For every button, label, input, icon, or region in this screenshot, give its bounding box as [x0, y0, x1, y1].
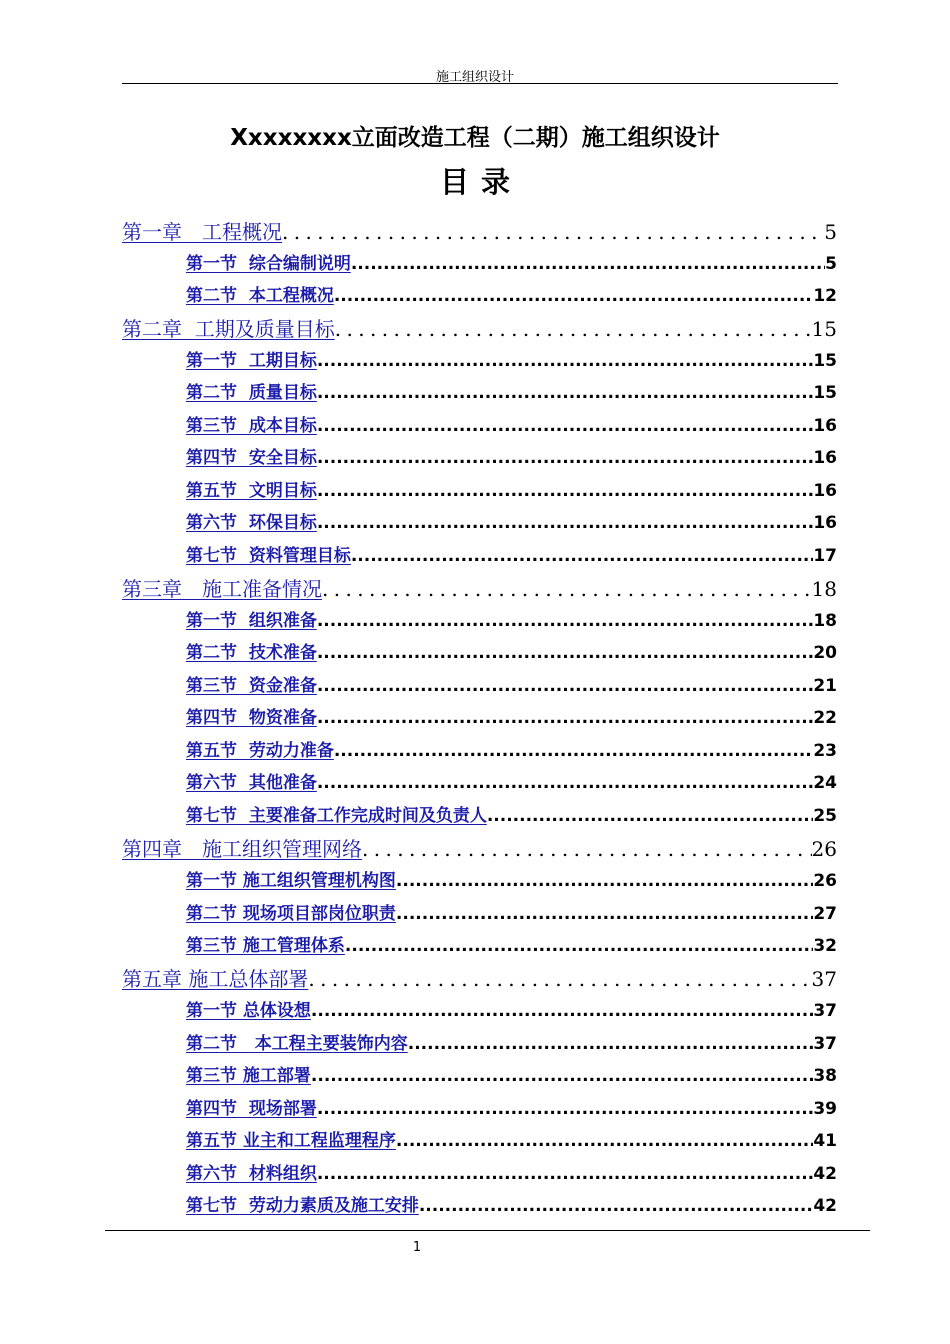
- toc-dot-leader: [317, 513, 813, 533]
- toc-dot-leader: [317, 643, 813, 663]
- toc-page-number: 27: [813, 904, 837, 924]
- toc-page-number: 23: [813, 741, 837, 761]
- toc-entry-link[interactable]: 第六节 其他准备: [186, 773, 317, 793]
- toc-dot-leader: [396, 904, 813, 924]
- toc-entry-link[interactable]: 第六节 环保目标: [186, 513, 317, 533]
- toc-dot-leader: [334, 286, 813, 306]
- toc-dot-leader: [317, 676, 813, 696]
- toc-section-entry[interactable]: [186, 1094, 837, 1122]
- toc-dot-leader: [362, 837, 812, 861]
- toc-section-entry[interactable]: [186, 1191, 837, 1219]
- toc-entry-link[interactable]: 第四节 物资准备: [186, 708, 317, 728]
- toc-chapter-entry[interactable]: [122, 833, 837, 863]
- toc-entry-link[interactable]: 第一节 总体设想: [186, 1001, 311, 1021]
- toc-dot-leader: [317, 416, 813, 436]
- toc-dot-leader: [335, 317, 812, 341]
- toc-section-entry[interactable]: [186, 703, 837, 731]
- toc-page-number: 16: [813, 481, 837, 501]
- toc-entry-link[interactable]: 第五节 文明目标: [186, 481, 317, 501]
- footer-divider: [105, 1230, 870, 1231]
- toc-entry-link[interactable]: 第五节 业主和工程监理程序: [186, 1131, 396, 1151]
- toc-entry-link[interactable]: 第三节 资金准备: [186, 676, 317, 696]
- toc-entry-link[interactable]: 第三节 施工部署: [186, 1066, 311, 1086]
- toc-page-number: 5: [824, 220, 837, 244]
- toc-dot-leader: [345, 936, 813, 956]
- toc-page-number: 25: [813, 806, 837, 826]
- toc-entry-link[interactable]: 第四章 施工组织管理网络: [122, 837, 362, 861]
- toc-page-number: 22: [813, 708, 837, 728]
- toc-entry-link[interactable]: 第三节 施工管理体系: [186, 936, 345, 956]
- toc-page-number: 16: [813, 513, 837, 533]
- toc-section-entry[interactable]: [186, 801, 837, 829]
- toc-section-entry[interactable]: [186, 931, 837, 959]
- toc-page-number: 38: [813, 1066, 837, 1086]
- toc-section-entry[interactable]: [186, 866, 837, 894]
- toc-section-entry[interactable]: [186, 476, 837, 504]
- toc-dot-leader: [317, 611, 813, 631]
- toc-entry-link[interactable]: 第五章 施工总体部署: [122, 967, 309, 991]
- toc-section-entry[interactable]: [186, 638, 837, 666]
- toc-dot-leader: [396, 871, 813, 891]
- toc-dot-leader: [419, 1196, 813, 1216]
- toc-page-number: 32: [813, 936, 837, 956]
- page-number-text: 1: [412, 1240, 422, 1255]
- toc-page-number: 15: [813, 383, 837, 403]
- toc-dot-leader: [317, 383, 813, 403]
- toc-entry-link[interactable]: 第一节 组织准备: [186, 611, 317, 631]
- toc-entry-link[interactable]: 第二节 质量目标: [186, 383, 317, 403]
- toc-dot-leader: [408, 1034, 814, 1054]
- toc-page-number: 15: [811, 317, 837, 341]
- toc-entry-link[interactable]: 第二章 工期及质量目标: [122, 317, 335, 341]
- toc-section-entry[interactable]: [186, 249, 837, 277]
- toc-dot-leader: [334, 741, 813, 761]
- toc-page-number: 37: [813, 1001, 837, 1021]
- document-title: Xxxxxxxx立面改造工程（二期）施工组织设计: [230, 125, 720, 151]
- toc-page-number: 21: [813, 676, 837, 696]
- toc-section-entry[interactable]: [186, 411, 837, 439]
- toc-entry-link[interactable]: 第七节 主要准备工作完成时间及负责人: [186, 806, 487, 826]
- toc-page-number: 26: [813, 871, 837, 891]
- toc-entry-link[interactable]: 第七节 劳动力素质及施工安排: [186, 1196, 419, 1216]
- toc-dot-leader: [317, 708, 813, 728]
- toc-entry-link[interactable]: 第一节 综合编制说明: [186, 254, 351, 274]
- toc-page-number: 12: [813, 286, 837, 306]
- toc-page-number: 15: [813, 351, 837, 371]
- toc-dot-leader: [317, 1164, 813, 1184]
- toc-chapter-entry[interactable]: [122, 963, 837, 993]
- toc-page-number: 26: [811, 837, 837, 861]
- toc-page-number: 42: [813, 1196, 837, 1216]
- toc-section-entry[interactable]: [186, 768, 837, 796]
- toc-heading: 目录: [439, 165, 522, 199]
- toc-section-entry[interactable]: [186, 1159, 837, 1187]
- toc-entry-link[interactable]: 第三章 施工准备情况: [122, 577, 322, 601]
- toc-dot-leader: [308, 967, 811, 991]
- toc-section-entry[interactable]: [186, 281, 837, 309]
- toc-dot-leader: [317, 481, 813, 501]
- toc-section-entry[interactable]: [186, 1061, 837, 1089]
- toc-section-entry[interactable]: [186, 996, 837, 1024]
- toc-entry-link[interactable]: 第七节 资料管理目标: [186, 546, 351, 566]
- running-header: 施工组织设计: [435, 70, 514, 85]
- toc-section-entry[interactable]: [186, 443, 837, 471]
- toc-page-number: 20: [813, 643, 837, 663]
- toc-dot-leader: [487, 806, 813, 826]
- header-divider: [122, 83, 838, 84]
- toc-page-number: 37: [811, 967, 837, 991]
- toc-page-number: 42: [813, 1164, 837, 1184]
- toc-section-entry[interactable]: [186, 1126, 837, 1154]
- toc-entry-link[interactable]: 第四节 现场部署: [186, 1099, 317, 1119]
- toc-dot-leader: [396, 1131, 813, 1151]
- toc-entry-link[interactable]: 第六节 材料组织: [186, 1164, 317, 1184]
- toc-section-entry[interactable]: [186, 606, 837, 634]
- toc-section-entry[interactable]: [186, 1029, 837, 1057]
- toc-page-number: 18: [811, 577, 837, 601]
- toc-entry-link[interactable]: 第二节 本工程主要装饰内容: [186, 1034, 408, 1054]
- toc-chapter-entry[interactable]: [122, 313, 837, 343]
- toc-chapter-entry[interactable]: [122, 573, 837, 603]
- toc-page-number: 16: [813, 416, 837, 436]
- toc-page-number: 24: [813, 773, 837, 793]
- toc-dot-leader: [351, 546, 813, 566]
- toc-entry-link[interactable]: 第五节 劳动力准备: [186, 741, 334, 761]
- toc-page-number: 18: [813, 611, 837, 631]
- toc-page-number: 5: [825, 254, 837, 274]
- toc-dot-leader: [311, 1066, 813, 1086]
- toc-dot-leader: [317, 773, 813, 793]
- toc-entry-link[interactable]: 第一节 施工组织管理机构图: [186, 871, 396, 891]
- toc-dot-leader: [322, 577, 812, 601]
- page-number: [0, 1240, 950, 1255]
- toc-section-entry[interactable]: [186, 899, 837, 927]
- toc-page-number: 41: [813, 1131, 837, 1151]
- toc-entry-link[interactable]: 第二节 技术准备: [186, 643, 317, 663]
- toc-entry-link[interactable]: 第二节 本工程概况: [186, 286, 334, 306]
- toc-section-entry[interactable]: [186, 346, 837, 374]
- toc-page-number: 37: [813, 1034, 837, 1054]
- toc-entry-link[interactable]: 第一节 工期目标: [186, 351, 317, 371]
- toc-page-number: 17: [813, 546, 837, 566]
- toc-section-entry[interactable]: [186, 508, 837, 536]
- toc-entry-link[interactable]: 第二节 现场项目部岗位职责: [186, 904, 396, 924]
- toc-page-number: 16: [813, 448, 837, 468]
- toc-dot-leader: [317, 351, 813, 371]
- toc-section-entry[interactable]: [186, 378, 837, 406]
- toc-section-entry[interactable]: [186, 671, 837, 699]
- toc-dot-leader: [282, 220, 824, 244]
- toc-entry-link[interactable]: 第四节 安全目标: [186, 448, 317, 468]
- toc-section-entry[interactable]: [186, 736, 837, 764]
- toc-chapter-entry[interactable]: [122, 216, 837, 246]
- toc-section-entry[interactable]: [186, 541, 837, 569]
- toc-dot-leader: [317, 1099, 813, 1119]
- toc-dot-leader: [351, 254, 825, 274]
- toc-dot-leader: [317, 448, 813, 468]
- toc-page-number: 39: [813, 1099, 837, 1119]
- toc-entry-link[interactable]: 第三节 成本目标: [186, 416, 317, 436]
- toc-dot-leader: [311, 1001, 813, 1021]
- toc-entry-link[interactable]: 第一章 工程概况: [122, 220, 282, 244]
